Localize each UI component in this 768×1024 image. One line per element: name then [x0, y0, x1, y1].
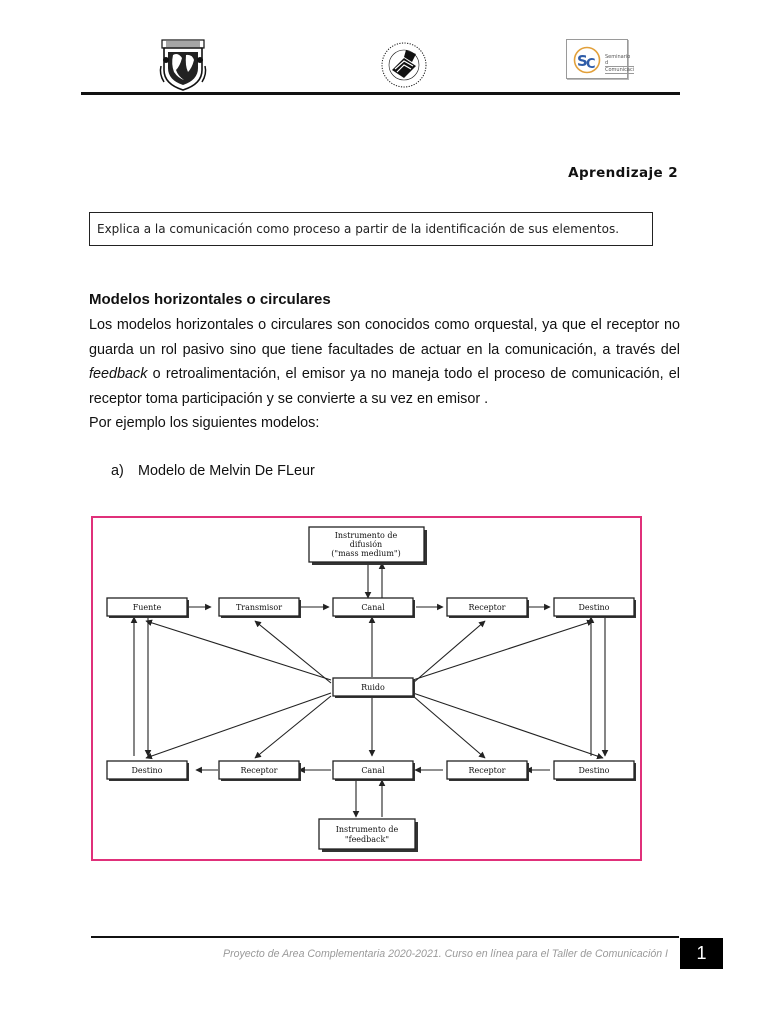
paragraph — [89, 313, 680, 411]
node-canal-bottom — [333, 761, 415, 781]
diagram-frame — [91, 516, 642, 861]
node-transmisor — [219, 598, 301, 618]
node-label: Receptor — [240, 766, 278, 775]
cch-logo-icon — [378, 40, 430, 90]
footer-text: Proyecto de Area Complementaria 2020-2021. Curso en línea para el Taller de Comunicación I — [223, 948, 668, 960]
header-divider — [81, 92, 680, 95]
node-canal-top — [333, 598, 415, 618]
node-receptor-top — [447, 598, 529, 618]
list-item-text: Modelo de Melvin De FLeur — [138, 463, 315, 479]
seminario-comunicacion-logo-icon — [566, 39, 635, 79]
node-label: Receptor — [468, 766, 506, 775]
node-instrumento-feedback — [319, 819, 418, 852]
section-label: Aprendizaje 2 — [568, 165, 678, 181]
defleur-model-diagram — [93, 518, 639, 858]
node-label: Destino — [578, 766, 610, 775]
node-label: Instrumento de — [334, 531, 398, 540]
node-label: Canal — [361, 766, 385, 775]
example-intro: Por ejemplo los siguientes modelos: — [89, 415, 320, 431]
node-label: Destino — [578, 603, 610, 612]
paragraph-emphasis: feedback — [89, 366, 148, 382]
page-number: 1 — [680, 938, 723, 969]
objective-text: Explica a la comunicación como proceso a partir de la identificación de sus elementos. — [97, 222, 620, 236]
node-ruido — [333, 678, 415, 698]
node-label: "feedback" — [344, 835, 390, 844]
node-label: Receptor — [468, 603, 506, 612]
section-heading: Modelos horizontales o circulares — [89, 291, 331, 308]
objective-box — [89, 212, 653, 246]
node-label: difusión — [349, 540, 383, 549]
paragraph-part: o retroalimentación, el emisor ya no maneja todo el proceso de comunicación, el receptor toma participación y se convierte a su vez en emisor . — [89, 366, 680, 407]
node-label: Transmisor — [235, 603, 283, 612]
node-fuente — [107, 598, 189, 618]
node-label: Fuente — [132, 603, 162, 612]
node-destino-bottom-left — [107, 761, 189, 781]
node-label: Instrumento de — [335, 825, 399, 834]
node-receptor-bottom-right — [447, 761, 529, 781]
node-destino-top — [554, 598, 636, 618]
list-item — [111, 463, 315, 479]
footer-divider — [91, 936, 679, 938]
unam-logo-icon — [158, 38, 208, 92]
svg-text:S: S — [577, 52, 588, 70]
node-label: ("mass medium") — [331, 549, 401, 558]
node-label: Destino — [131, 766, 163, 775]
svg-text:C: C — [586, 57, 596, 72]
logo-text-line: Comunicaci — [605, 67, 635, 73]
node-receptor-bottom-left — [219, 761, 301, 781]
body-text — [89, 313, 680, 436]
node-instrumento-difusion — [309, 527, 427, 565]
logo-text-line: Seminario d — [605, 54, 634, 67]
node-label: Ruido — [361, 683, 385, 692]
list-marker: a) — [111, 463, 124, 479]
paragraph-part: Los modelos horizontales o circulares son conocidos como orquestal, ya que el receptor no guarda un rol pasivo sino que tiene facultades de actuar en la comunicación, a través del — [89, 317, 680, 358]
node-label: Canal — [361, 603, 385, 612]
node-destino-bottom-right — [554, 761, 636, 781]
